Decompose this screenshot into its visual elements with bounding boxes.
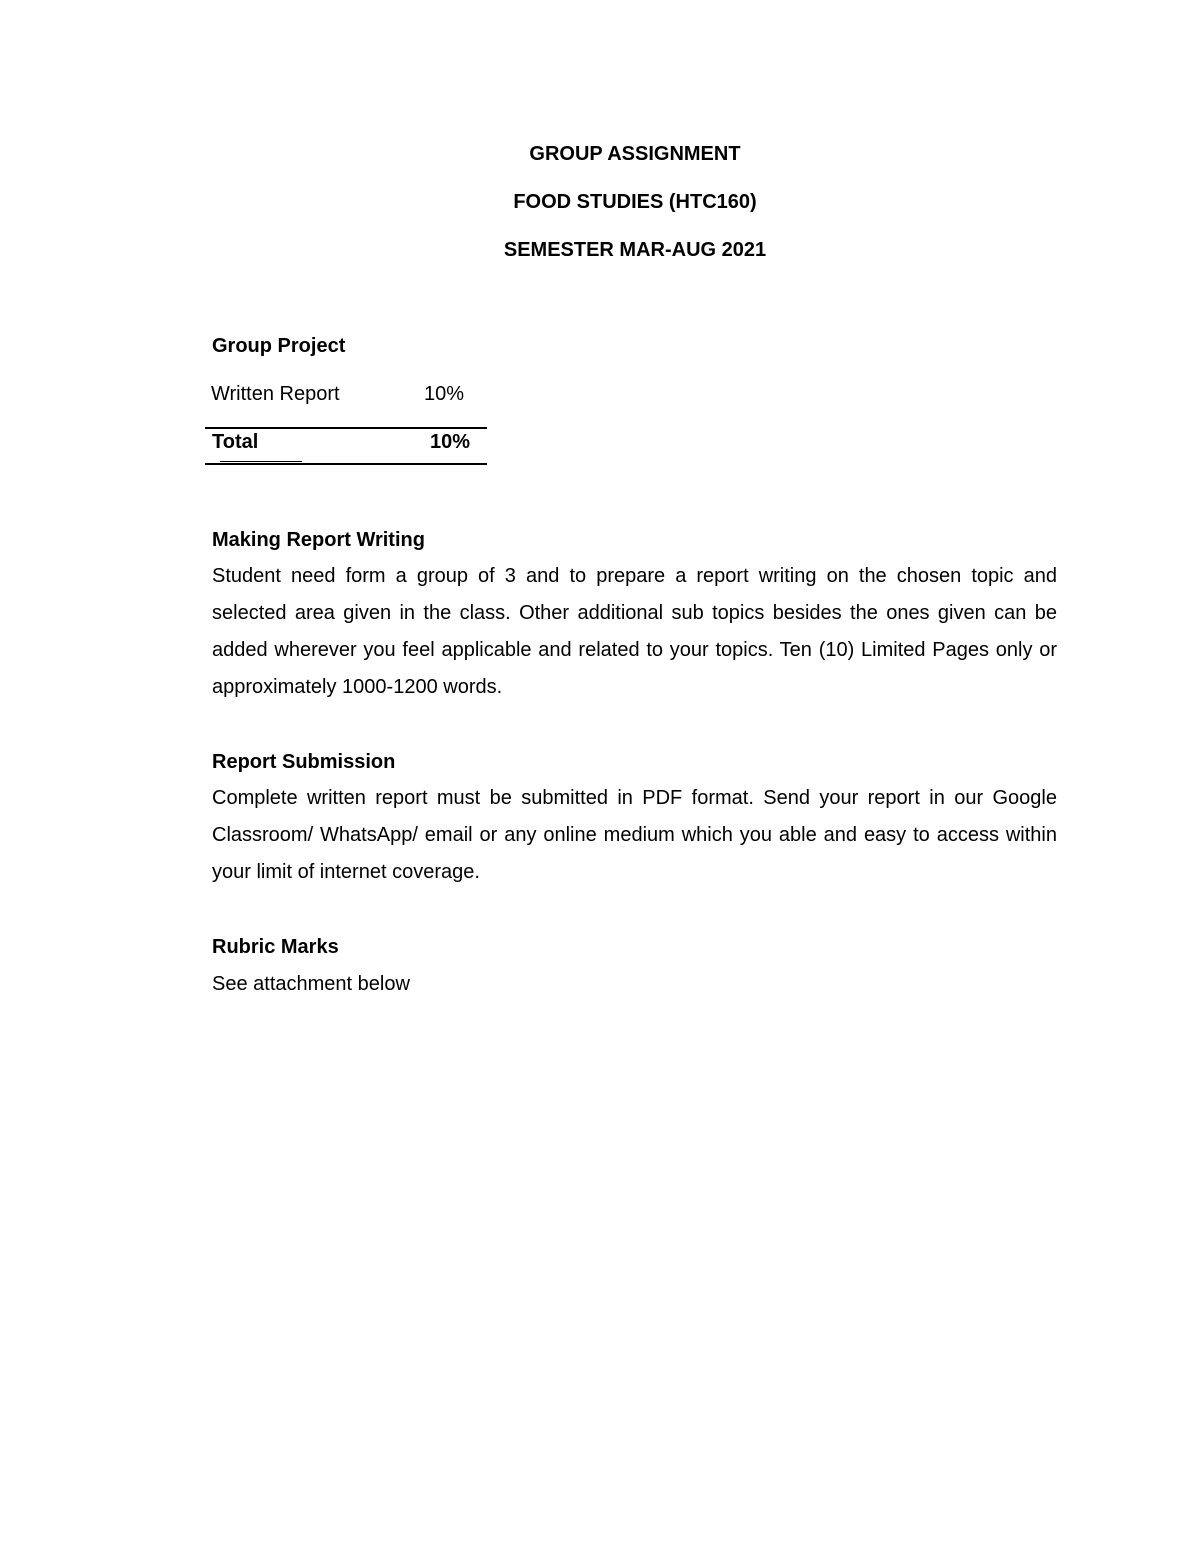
- making-report-body: Student need form a group of 3 and to prepare a report writing on the chosen topic and selected area given in the class. Other additional sub topics besides the ones given can be added wherever you feel applicable and related to your topics. Ten (10) Limited Pages only or approximately 1000-1200 words.: [212, 565, 1057, 698]
- group-project-heading: Group Project: [212, 335, 346, 357]
- report-submission-body: Complete written report must be submitted in PDF format. Send your report in our Google Classroom/ WhatsApp/ email or any online medium which you able and easy to access within your limit of internet coverage.: [212, 787, 1057, 883]
- report-submission-heading: Report Submission: [212, 751, 396, 773]
- course-title: FOOD STUDIES (HTC160): [513, 191, 757, 213]
- total-label: Total: [212, 431, 259, 453]
- total-underline: [220, 461, 302, 462]
- making-report-heading: Making Report Writing: [212, 529, 425, 551]
- rubric-heading: Rubric Marks: [212, 936, 339, 958]
- semester-title: SEMESTER MAR-AUG 2021: [503, 239, 767, 261]
- total-value: 10%: [430, 431, 471, 453]
- written-report-label: Written Report: [211, 383, 340, 405]
- rubric-body: See attachment below: [212, 973, 410, 995]
- table-bottom-rule: [205, 463, 487, 465]
- assignment-title: GROUP ASSIGNMENT: [529, 143, 741, 165]
- written-report-value: 10%: [424, 383, 465, 405]
- table-top-rule: [205, 427, 487, 429]
